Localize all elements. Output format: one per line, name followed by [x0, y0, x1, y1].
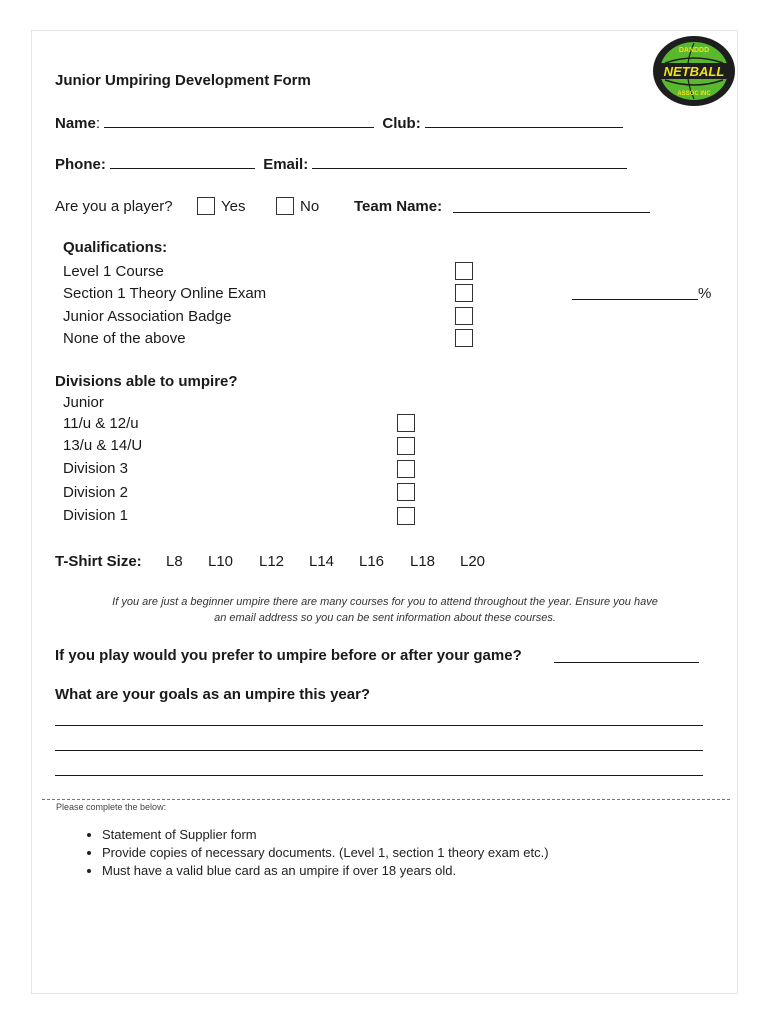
- requirement-item: • Provide copies of necessary documents. (Level 1, section 1 theory exam etc.): [102, 844, 549, 862]
- division-checkbox[interactable]: [397, 507, 415, 525]
- goals-answer-line[interactable]: [55, 750, 703, 751]
- cut-line-divider: [42, 799, 730, 800]
- player-question: Are you a player?: [55, 198, 173, 215]
- name-row: [55, 115, 623, 132]
- club-label: Club:: [382, 115, 421, 132]
- yes-checkbox[interactable]: [197, 197, 215, 215]
- division-label: Division 3: [63, 460, 129, 477]
- club-field[interactable]: [425, 115, 623, 128]
- exam-percent-field[interactable]: [572, 299, 698, 300]
- umpire-timing-field[interactable]: [554, 662, 699, 663]
- name-label: Name: [55, 115, 96, 132]
- division-checkbox[interactable]: [397, 414, 415, 432]
- division-checkbox[interactable]: [397, 460, 415, 478]
- qualification-checkbox[interactable]: [455, 284, 473, 302]
- qualification-checkbox[interactable]: [455, 262, 473, 280]
- netball-association-logo: [651, 35, 737, 107]
- tshirt-size-option[interactable]: L12: [259, 553, 285, 570]
- name-field[interactable]: [104, 115, 374, 128]
- logo-bottom-text: ASSOC INC: [677, 91, 711, 97]
- goals-answer-line[interactable]: [55, 725, 703, 726]
- tshirt-size-option[interactable]: L14: [309, 553, 335, 570]
- qualification-label: Section 1 Theory Online Exam: [63, 285, 267, 302]
- phone-label: Phone:: [55, 156, 106, 173]
- division-label: 11/u & 12/u: [63, 415, 139, 432]
- goals-question: What are your goals as an umpire this year?: [55, 686, 371, 703]
- tshirt-size-option[interactable]: L18: [410, 553, 436, 570]
- division-label: Division 2: [63, 484, 129, 501]
- email-field[interactable]: [312, 156, 627, 169]
- requirement-item: • Statement of Supplier form: [102, 826, 549, 844]
- division-checkbox[interactable]: [397, 437, 415, 455]
- tshirt-size-option[interactable]: L8: [166, 553, 183, 570]
- requirement-item: • Must have a valid blue card as an umpire if over 18 years old.: [102, 862, 549, 880]
- qualifications-heading: Qualifications:: [63, 239, 168, 256]
- junior-group-label: Junior: [63, 394, 104, 411]
- phone-field[interactable]: [110, 156, 255, 169]
- division-label: Division 1: [63, 507, 129, 524]
- form-title: Junior Umpiring Development Form: [55, 72, 311, 89]
- no-label: No: [300, 198, 320, 215]
- beginner-note-line-1: If you are just a beginner umpire there are many courses for you to attend throughout the year. Ensure you have: [112, 596, 658, 608]
- email-label: Email:: [263, 156, 309, 173]
- qualification-label: Level 1 Course: [63, 263, 164, 280]
- logo-top-text: DANDDD: [678, 47, 710, 54]
- yes-label: Yes: [221, 198, 246, 215]
- complete-below-label: Please complete the below:: [56, 802, 167, 812]
- division-checkbox[interactable]: [397, 483, 415, 501]
- team-name-field[interactable]: [453, 212, 650, 213]
- beginner-note-line-2: an email address so you can be sent information about these courses.: [214, 612, 556, 624]
- no-checkbox[interactable]: [276, 197, 294, 215]
- tshirt-size-option[interactable]: L16: [359, 553, 385, 570]
- qualification-checkbox[interactable]: [455, 307, 473, 325]
- name-colon: :: [95, 115, 101, 132]
- tshirt-size-option[interactable]: L10: [208, 553, 234, 570]
- tshirt-size-option[interactable]: L20: [460, 553, 486, 570]
- divisions-heading: Divisions able to umpire?: [55, 373, 238, 390]
- requirements-list: [78, 826, 549, 880]
- qualification-label: None of the above: [63, 330, 186, 347]
- logo-main-text: NETBALL: [663, 64, 725, 79]
- phone-email-row: [55, 156, 627, 173]
- team-name-label: Team Name:: [354, 198, 443, 215]
- tshirt-size-label: T-Shirt Size:: [55, 553, 142, 570]
- percent-sign: %: [698, 285, 712, 302]
- qualification-checkbox[interactable]: [455, 329, 473, 347]
- qualification-label: Junior Association Badge: [63, 308, 232, 325]
- division-label: 13/u & 14/U: [63, 437, 143, 454]
- goals-answer-line[interactable]: [55, 775, 703, 776]
- umpire-timing-question: If you play would you prefer to umpire before or after your game?: [55, 647, 522, 664]
